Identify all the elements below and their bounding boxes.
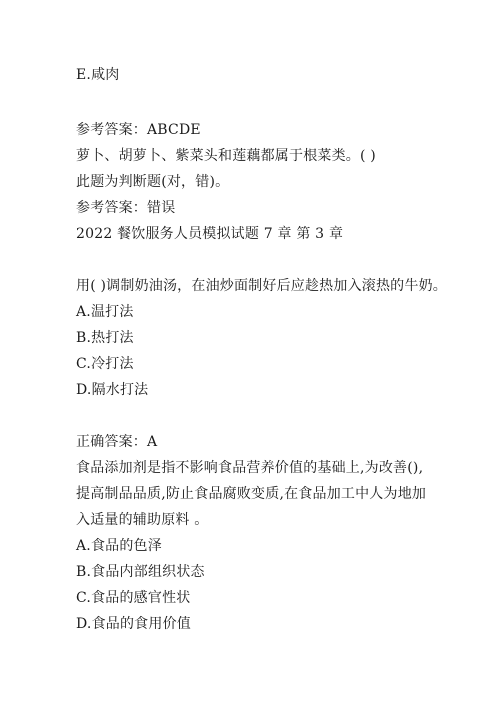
option-b: B.热打法	[76, 330, 134, 346]
option-a: A.温打法	[76, 304, 134, 320]
option-a: A.食品的色泽	[76, 538, 162, 554]
question-text: 用( )调制奶油汤，在油炒面制好后应趁热加入滚热的牛奶。	[76, 278, 447, 294]
option-c: C.冷打法	[76, 356, 134, 372]
section-title: 2022 餐饮服务人员模拟试题 7 章 第 3 章	[76, 226, 344, 242]
answer-line: 参考答案：ABCDE	[76, 122, 201, 138]
option-e: E.咸肉	[76, 67, 120, 83]
option-d: D.隔水打法	[76, 382, 149, 398]
question-text: 食品添加剂是指不影响食品营养价值的基础上,为改善(),提高制品品质,防止食品腐败变质,在食品加工中人为地加入适量的辅助原料 。	[76, 460, 427, 528]
option-b: B.食品内部组织状态	[76, 564, 205, 580]
answer-line: 参考答案：错误	[76, 200, 176, 216]
answer-line: 正确答案：A	[76, 434, 158, 450]
question-type-note: 此题为判断题(对，错)。	[76, 174, 230, 190]
question-text: 萝卜、胡萝卜、紫菜头和莲藕都属于根菜类。( )	[76, 148, 376, 164]
option-c: C.食品的感官性状	[76, 590, 191, 606]
option-d: D.食品的食用价值	[76, 616, 191, 632]
